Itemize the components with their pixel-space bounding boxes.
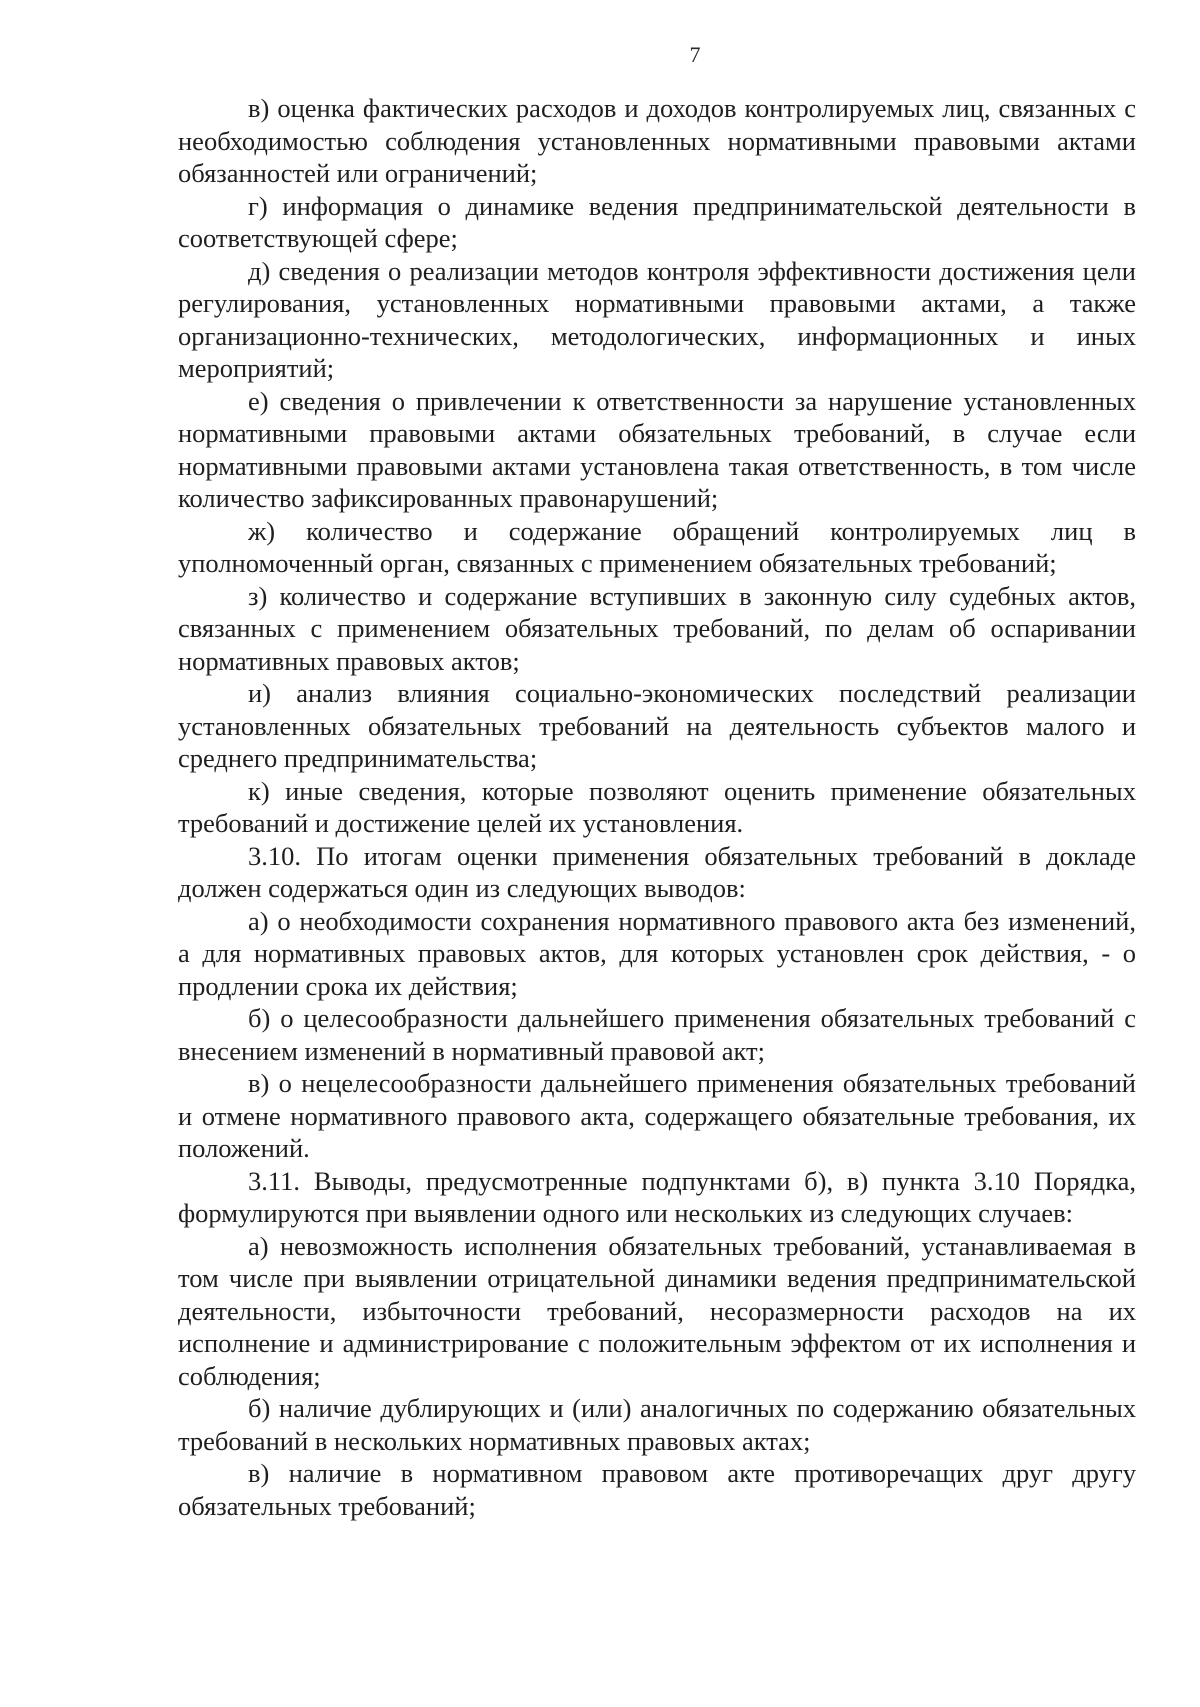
paragraph-3-11-v: в) наличие в нормативном правовом акте противоречащих друг другу обязательных требований; bbox=[178, 1458, 1136, 1521]
paragraph-3-11: 3.11. Выводы, предусмотренные подпунктами б), в) пункта 3.10 Порядка, формулируются при выявлении одного или нескольких из следующих случаев: bbox=[178, 1165, 1136, 1228]
paragraph-3-11-b: б) наличие дублирующих и (или) аналогичных по содержанию обязательных требований в нескольких нормативных правовых актах; bbox=[178, 1393, 1136, 1456]
paragraph-3-9-z: з) количество и содержание вступивших в законную силу судебных актов, связанных с применением обязательных требований, по делам об оспаривании нормативных правовых актов; bbox=[178, 580, 1136, 676]
paragraph-3-9-k: к) иные сведения, которые позволяют оценить применение обязательных требований и достижение целей их установления. bbox=[178, 775, 1136, 838]
paragraph-3-10-v: в) о нецелесообразности дальнейшего применения обязательных требований и отмене нормативного правового акта, содержащего обязательные требования, их положений. bbox=[178, 1068, 1136, 1163]
paragraph-3-9-v: в) оценка фактических расходов и доходов контролируемых лиц, связанных с необходимостью соблюдения установленных нормативными правовыми актами обязанностей или ограничений; bbox=[178, 93, 1136, 188]
page-number: 7 bbox=[689, 42, 701, 67]
paragraph-3-10-b: б) о целесообразности дальнейшего применения обязательных требований с внесением изменений в нормативный правовой акт; bbox=[178, 1003, 1136, 1066]
paragraph-3-9-d: д) сведения о реализации методов контроля эффективности достижения цели регулирования, установленных нормативными правовыми актами, а также организационно-технических, методологических, информационных и иных мероприятий; bbox=[178, 255, 1136, 383]
paragraph-3-10: 3.10. По итогам оценки применения обязательных требований в докладе должен содержаться один из следующих выводов: bbox=[178, 840, 1136, 903]
document-body bbox=[178, 92, 1136, 1522]
paragraph-3-9-zh: ж) количество и содержание обращений контролируемых лиц в уполномоченный орган, связанных с применением обязательных требований; bbox=[178, 515, 1136, 578]
paragraph-3-10-a: а) о необходимости сохранения нормативного правового акта без изменений, а для нормативных правовых актов, для которых установлен срок действия, - о продлении срока их действия; bbox=[178, 905, 1136, 1001]
paragraph-3-9-g: г) информация о динамике ведения предпринимательской деятельности в соответствующей сфере; bbox=[178, 190, 1136, 253]
paragraph-3-9-e: е) сведения о привлечении к ответственности за нарушение установленных нормативными правовыми актами обязательных требований, в случае если нормативными правовыми актами установлена такая ответственность, в том числе количество зафиксированных правонарушений; bbox=[178, 385, 1136, 513]
paragraph-3-9-i: и) анализ влияния социально-экономических последствий реализации установленных обязательных требований на деятельность субъектов малого и среднего предпринимательства; bbox=[178, 678, 1136, 773]
paragraph-3-11-a: а) невозможность исполнения обязательных требований, устанавливаемая в том числе при выявлении отрицательной динамики ведения предпринимательской деятельности, избыточности требований, несоразмерности расходов на их исполнение и администрирование с положительным эффектом от их исполнения и соблюдения; bbox=[178, 1230, 1136, 1391]
